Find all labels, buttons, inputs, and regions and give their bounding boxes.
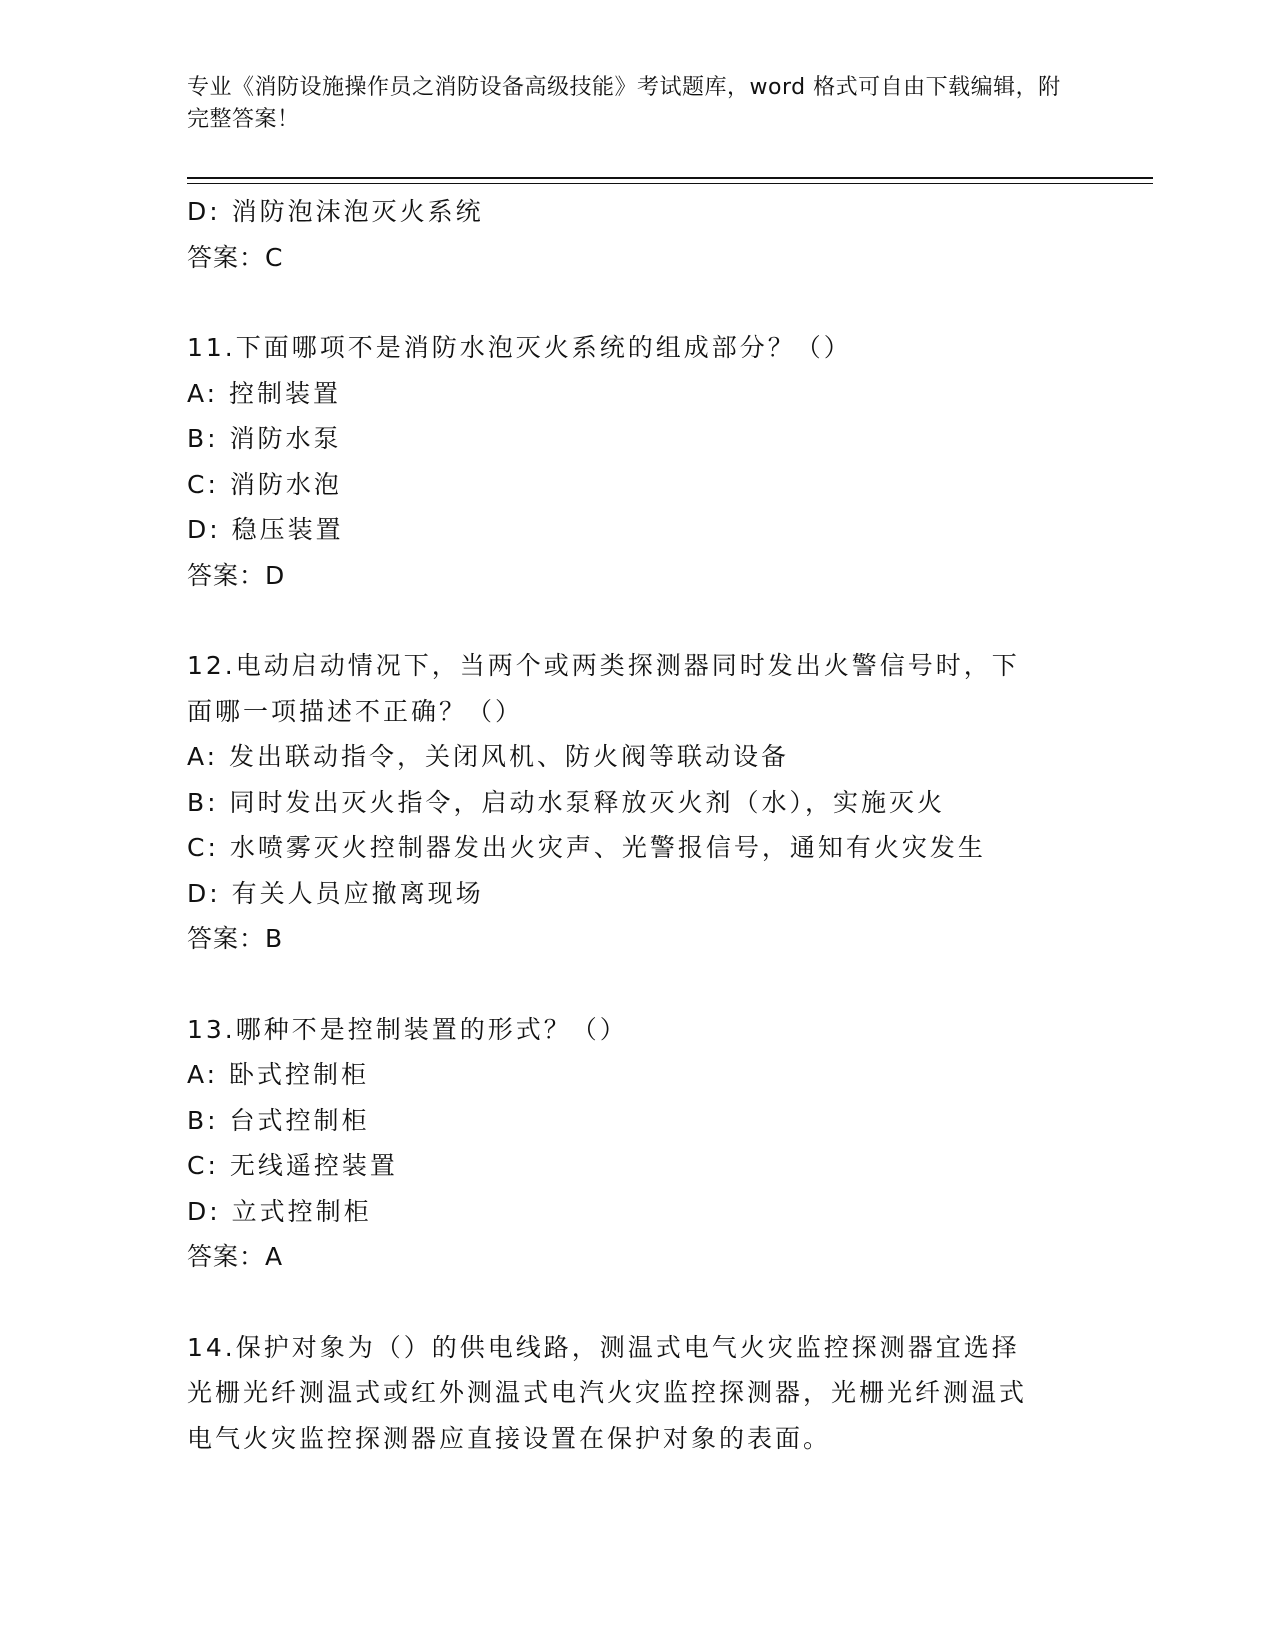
option-d: D: 消防泡沫泡灭火系统: [187, 197, 484, 226]
question-stem: 13.哪种不是控制装置的形式？（）: [187, 1014, 628, 1044]
option-c: C: 水喷雾灭火控制器发出火灾声、光警报信号，通知有火灾发生: [187, 833, 986, 862]
document-body: [187, 189, 1087, 1461]
question-stem: 12.电动启动情况下，当两个或两类探测器同时发出火警信号时，下面哪一项描述不正确？（）: [187, 651, 1020, 726]
option-b: B: 台式控制柜: [187, 1105, 370, 1135]
spacer: [187, 598, 1087, 643]
spacer: [187, 280, 1087, 325]
question-13: [187, 1007, 1087, 1280]
option-d: D: 立式控制柜: [187, 1196, 372, 1226]
answer: 答案：D: [187, 560, 286, 590]
option-d: D: 稳压装置: [187, 515, 344, 544]
header-divider-thin: [187, 183, 1153, 184]
option-a: A: 控制装置: [187, 378, 342, 408]
option-d: D: 有关人员应撤离现场: [187, 878, 484, 908]
answer: 答案：B: [187, 924, 284, 953]
answer: 答案：A: [187, 1242, 284, 1271]
question-stem: 11.下面哪项不是消防水泡灭火系统的组成部分？（）: [187, 333, 852, 362]
header-divider-thick: [187, 177, 1153, 179]
question-14: [187, 1325, 1087, 1462]
answer: 答案：C: [187, 242, 284, 272]
spacer: [187, 1280, 1087, 1325]
question-11: [187, 325, 1087, 598]
question-stem: 14.保护对象为（）的供电线路，测温式电气火灾监控探测器宜选择光栅光纤测温式或红外测温式电汽火灾监控探测器，光栅光纤测温式电气火灾监控探测器应直接设置在保护对象的表面。: [187, 1332, 1028, 1453]
question-12: [187, 643, 1087, 962]
document-header: 专业《消防设施操作员之消防设备高级技能》考试题库，word 格式可自由下载编辑，附完整答案！: [187, 75, 1061, 132]
spacer: [187, 962, 1087, 1007]
option-a: A: 发出联动指令，关闭风机、防火阀等联动设备: [187, 742, 790, 771]
option-b: B: 同时发出灭火指令，启动水泵释放灭火剂（水），实施灭火: [187, 787, 946, 817]
option-b: B: 消防水泵: [187, 424, 342, 453]
option-a: A: 卧式控制柜: [187, 1060, 370, 1089]
option-c: C: 无线遥控装置: [187, 1151, 398, 1180]
option-c: C: 消防水泡: [187, 469, 342, 499]
